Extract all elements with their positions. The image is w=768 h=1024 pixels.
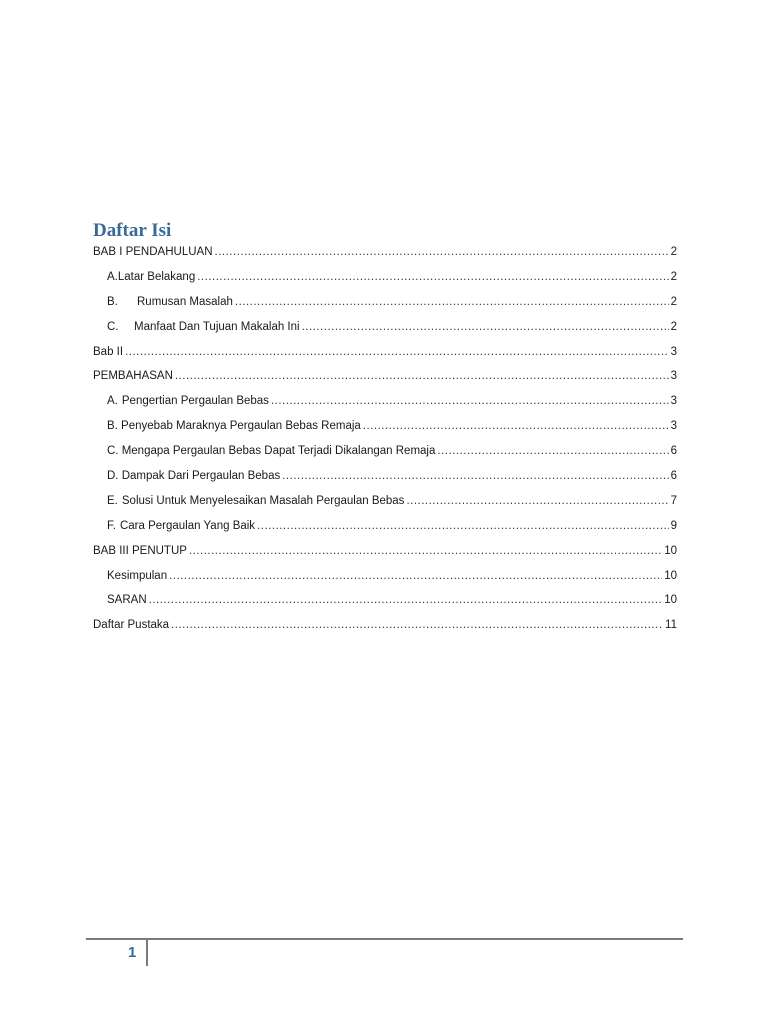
toc-entry-kesimpulan[interactable] [93, 564, 677, 589]
toc-dot-leader [235, 290, 669, 315]
toc-dot-leader [302, 315, 669, 340]
toc-dot-leader [363, 414, 669, 439]
toc-dot-leader [149, 588, 663, 613]
toc-dot-leader [125, 340, 669, 365]
toc-entry-number: A. [107, 395, 118, 408]
toc-entry-dampak-pergaulan-bebas[interactable] [93, 464, 677, 489]
toc-entry-label: Pengertian Pergaulan Bebas [121, 395, 269, 408]
footer-rule [86, 938, 683, 940]
toc-entry-label-group [107, 290, 233, 315]
toc-entry-page: 3 [670, 345, 677, 358]
toc-entry-number: B. [107, 295, 118, 308]
toc-entry-page: 10 [664, 594, 677, 607]
toc-entry-number: F. [107, 519, 116, 532]
toc-dot-leader [189, 539, 662, 564]
footer-divider [146, 940, 148, 966]
toc-entry-bab-1-pendahuluan[interactable] [93, 240, 677, 265]
toc-entry-label: Bab II [93, 345, 124, 358]
toc-entry-page: 2 [670, 270, 677, 283]
toc-entry-label-group [107, 315, 300, 340]
toc-entry-page: 6 [670, 470, 677, 483]
toc-dot-leader [282, 464, 668, 489]
toc-entry-label: Solusi Untuk Menyelesaikan Masalah Pergaulan Bebas [121, 494, 405, 507]
toc-entry-page: 3 [670, 395, 677, 408]
toc-entry-page: 2 [670, 320, 677, 333]
toc-entry-number: E. [107, 494, 118, 507]
toc-dot-leader [257, 514, 669, 539]
toc-dot-leader [197, 265, 668, 290]
toc-entry-label: Daftar Pustaka [93, 619, 170, 632]
toc-dot-leader [271, 389, 669, 414]
toc-entry-penyebab-maraknya[interactable] [93, 414, 677, 439]
toc-entry-page: 9 [670, 519, 677, 532]
toc-entry-label: Cara Pergaulan Yang Baik [119, 519, 256, 532]
toc-dot-leader [406, 489, 668, 514]
toc-entry-pembahasan[interactable] [93, 364, 677, 389]
toc-entry-page: 6 [670, 445, 677, 458]
toc-entry-label-group [107, 514, 255, 539]
toc-entry-manfaat-dan-tujuan[interactable] [93, 315, 677, 340]
toc-entry-bab-3-penutup[interactable] [93, 539, 677, 564]
toc-entry-number: C. [107, 320, 119, 333]
toc-entry-label: A.Latar Belakang [107, 270, 196, 283]
toc-entry-label: C. Mengapa Pergaulan Bebas Dapat Terjadi Dikalangan Remaja [107, 445, 436, 458]
toc-entry-rumusan-masalah[interactable] [93, 290, 677, 315]
toc-entry-label: BAB III PENUTUP [93, 544, 187, 557]
toc-entry-daftar-pustaka[interactable] [93, 613, 677, 638]
toc-entry-label: Kesimpulan [107, 569, 168, 582]
toc-entry-label: Rumusan Masalah [137, 295, 233, 308]
toc-dot-leader [215, 240, 669, 265]
toc-entry-page: 3 [670, 420, 677, 433]
toc-entry-page: 2 [670, 246, 677, 258]
toc-entry-page: 11 [665, 619, 677, 632]
toc-entry-latar-belakang[interactable] [93, 265, 677, 290]
table-of-contents [93, 240, 677, 638]
toc-entry-label: PEMBAHASAN [93, 370, 173, 383]
page-number: 1 [128, 944, 137, 961]
toc-entry-page: 10 [664, 569, 677, 582]
toc-entry-bab-2[interactable] [93, 340, 677, 365]
toc-entry-cara-pergaulan[interactable] [93, 514, 677, 539]
toc-dot-leader [175, 364, 669, 389]
toc-dot-leader [437, 439, 668, 464]
toc-entry-label-group [107, 489, 404, 514]
toc-entry-page: 10 [664, 544, 677, 557]
toc-entry-saran[interactable] [93, 588, 677, 613]
toc-entry-pengertian-pergaulan-bebas[interactable] [93, 389, 677, 414]
toc-entry-label: D. Dampak Dari Pergaulan Bebas [107, 470, 281, 483]
toc-entry-label: SARAN [107, 594, 147, 607]
toc-title: Daftar Isi [93, 220, 172, 241]
toc-entry-page: 2 [670, 295, 677, 308]
toc-entry-label-group [107, 389, 269, 414]
toc-entry-mengapa-pergaulan-bebas[interactable] [93, 439, 677, 464]
toc-entry-label: Manfaat Dan Tujuan Makalah Ini [134, 320, 300, 333]
toc-entry-page: 3 [670, 370, 677, 383]
toc-dot-leader [171, 613, 663, 638]
toc-dot-leader [169, 564, 662, 589]
toc-entry-label: B. Penyebab Maraknya Pergaulan Bebas Remaja [107, 420, 361, 433]
toc-entry-label: BAB I PENDAHULUAN [93, 246, 213, 258]
toc-entry-page: 7 [670, 494, 677, 507]
toc-entry-solusi[interactable] [93, 489, 677, 514]
